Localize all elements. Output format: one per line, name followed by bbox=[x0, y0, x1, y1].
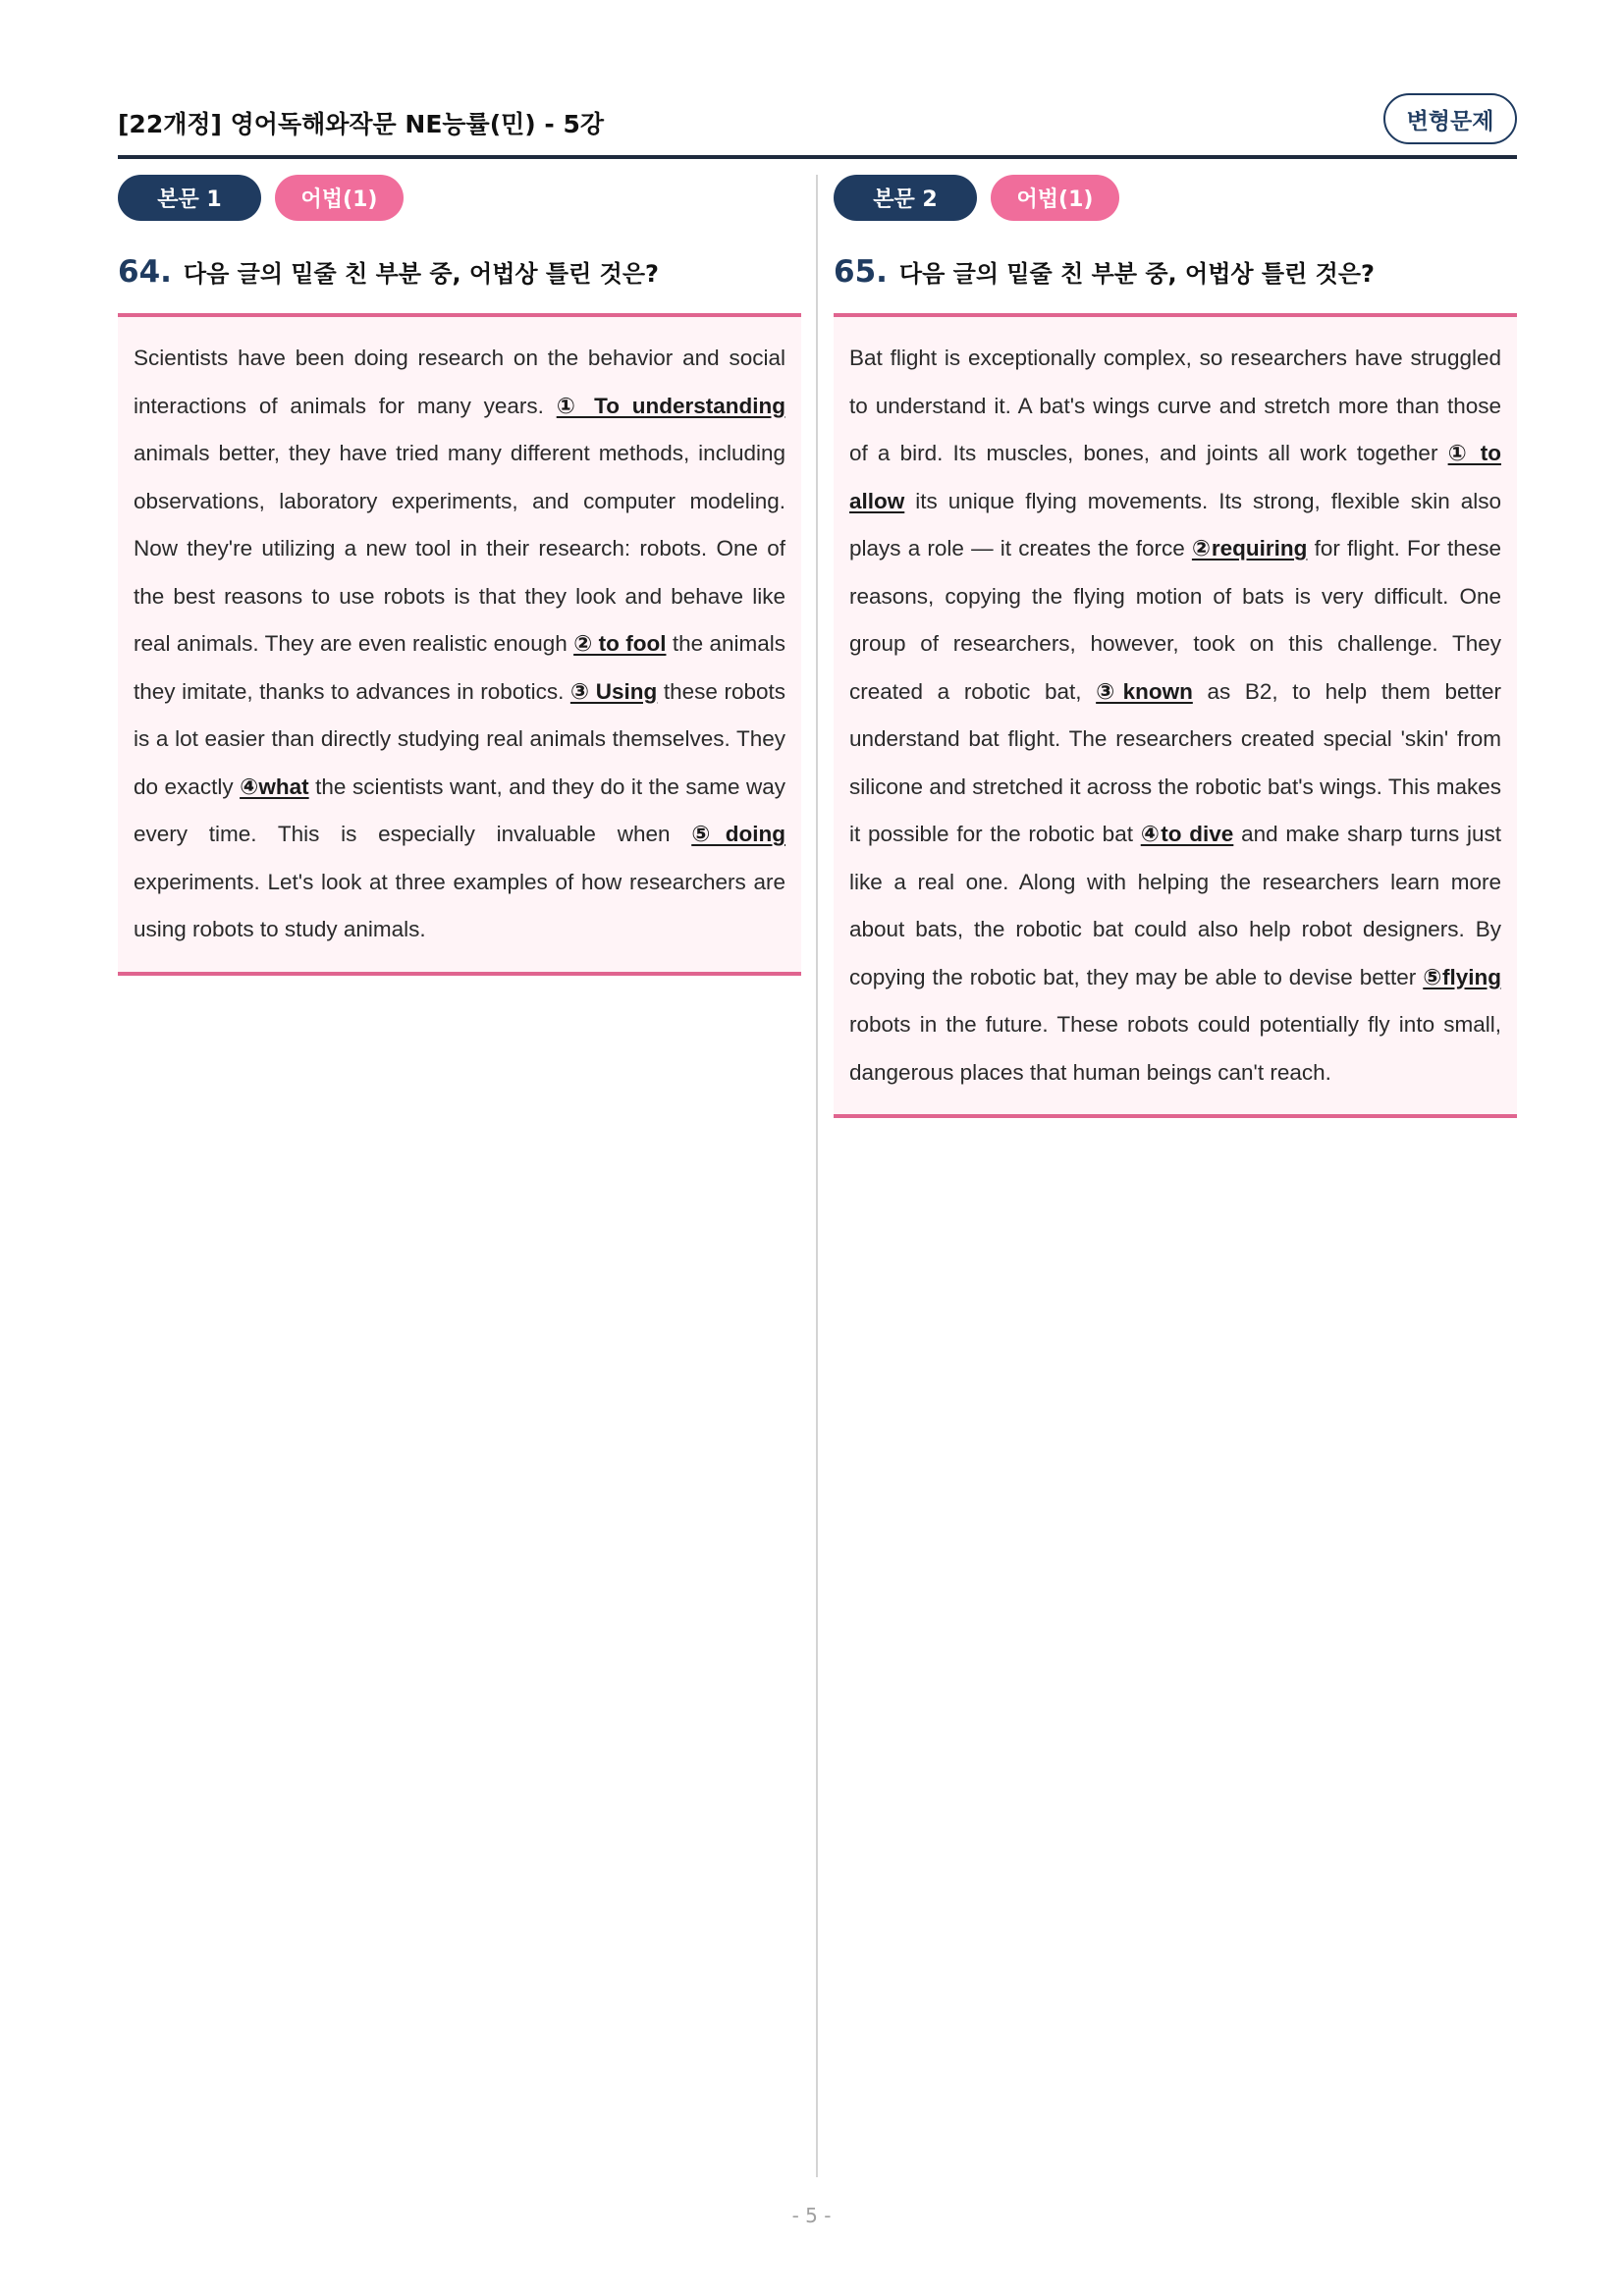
left-tag-row bbox=[118, 175, 801, 221]
page-number: - 5 - bbox=[791, 2204, 832, 2227]
passage-text: as B2, to help them better understand bat flight. The researchers created special 'skin' from silicone and stretched it across the robotic bat's wings. This makes it possible for the robotic bat bbox=[849, 678, 1501, 846]
underlined-choice-3: ③known bbox=[1096, 678, 1193, 704]
right-tag-row bbox=[834, 175, 1517, 221]
passage-text: the scientists want, and they do it the same way every time. This is especially invaluable when bbox=[134, 774, 785, 846]
underlined-choice-5: ⑤doing bbox=[691, 822, 785, 846]
question-type-badge: 변형문제 bbox=[1383, 93, 1517, 144]
underlined-choice-4: ④to dive bbox=[1140, 822, 1234, 846]
passage-box bbox=[118, 313, 801, 976]
passage-text: the animals they imitate, thanks to advances in robotics. bbox=[134, 631, 785, 704]
underlined-choice-1: ① To understanding bbox=[556, 393, 785, 418]
question-64 bbox=[118, 254, 801, 290]
question-number: 65. bbox=[834, 254, 888, 290]
passage-text: Bat flight is exceptionally complex, so researchers have struggled to understand it. A bat's wings curve and stretch more than those of a bird. Its muscles, bones, and joints all work together bbox=[849, 346, 1501, 465]
passage-text: robots in the future. These robots could potentially fly into small, dangerous places that human beings can't reach. bbox=[849, 1012, 1501, 1085]
passage-text: its unique flying movements. Its strong, flexible skin also plays a role — it creates the force bbox=[849, 488, 1501, 561]
passage-box bbox=[834, 313, 1517, 1118]
passage-text: experiments. Let's look at three examples of how researchers are using robots to study animals. bbox=[134, 869, 785, 941]
right-column bbox=[834, 175, 1517, 1118]
passage-text: these robots is a lot easier than directly studying real animals themselves. They do exactly bbox=[134, 678, 785, 799]
underlined-choice-2: ② to fool bbox=[573, 631, 667, 656]
underlined-choice-3: ③ Using bbox=[569, 678, 658, 704]
question-65 bbox=[834, 254, 1517, 290]
passage-text: animals better, they have tried many different methods, including observations, laboratory experiments, and computer modeling. Now they're utilizing a new tool in their research: robots. One of the best reasons to use robots is that they look and behave like real animals. They are even realistic enough bbox=[134, 441, 785, 656]
header-divider bbox=[118, 155, 1517, 159]
passage-text: Scientists have been doing research on the behavior and social interactions of animals for many years. bbox=[134, 346, 785, 418]
left-column bbox=[118, 175, 801, 976]
underlined-choice-1: ① to allow bbox=[849, 441, 1501, 513]
column-divider bbox=[816, 175, 818, 2177]
passage-text: and make sharp turns just like a real one. Along with helping the researchers learn more about bats, the robotic bat could also help robot designers. By copying the robotic bat, they may be able to devise better bbox=[849, 822, 1502, 989]
passage-tag: 본문 1 bbox=[118, 175, 261, 221]
question-prompt: 다음 글의 밑줄 친 부분 중, 어법상 틀린 것은? bbox=[183, 260, 659, 288]
passage-tag: 본문 2 bbox=[834, 175, 977, 221]
passage-text: for flight. For these reasons, copying the flying motion of bats is very difficult. One group of researchers, however, took on this challenge. They created a robotic bat, bbox=[849, 536, 1501, 704]
question-number: 64. bbox=[118, 254, 172, 290]
category-tag: 어법(1) bbox=[991, 175, 1119, 221]
underlined-choice-5: ⑤flying bbox=[1423, 964, 1501, 989]
underlined-choice-4: ④what bbox=[240, 774, 309, 799]
page-header bbox=[118, 93, 1517, 162]
document-title: [22개정] 영어독해와작문 NE능률(민) - 5강 bbox=[118, 110, 605, 138]
question-prompt: 다음 글의 밑줄 친 부분 중, 어법상 틀린 것은? bbox=[898, 260, 1375, 288]
underlined-choice-2: ②requiring bbox=[1191, 536, 1308, 561]
category-tag: 어법(1) bbox=[275, 175, 404, 221]
